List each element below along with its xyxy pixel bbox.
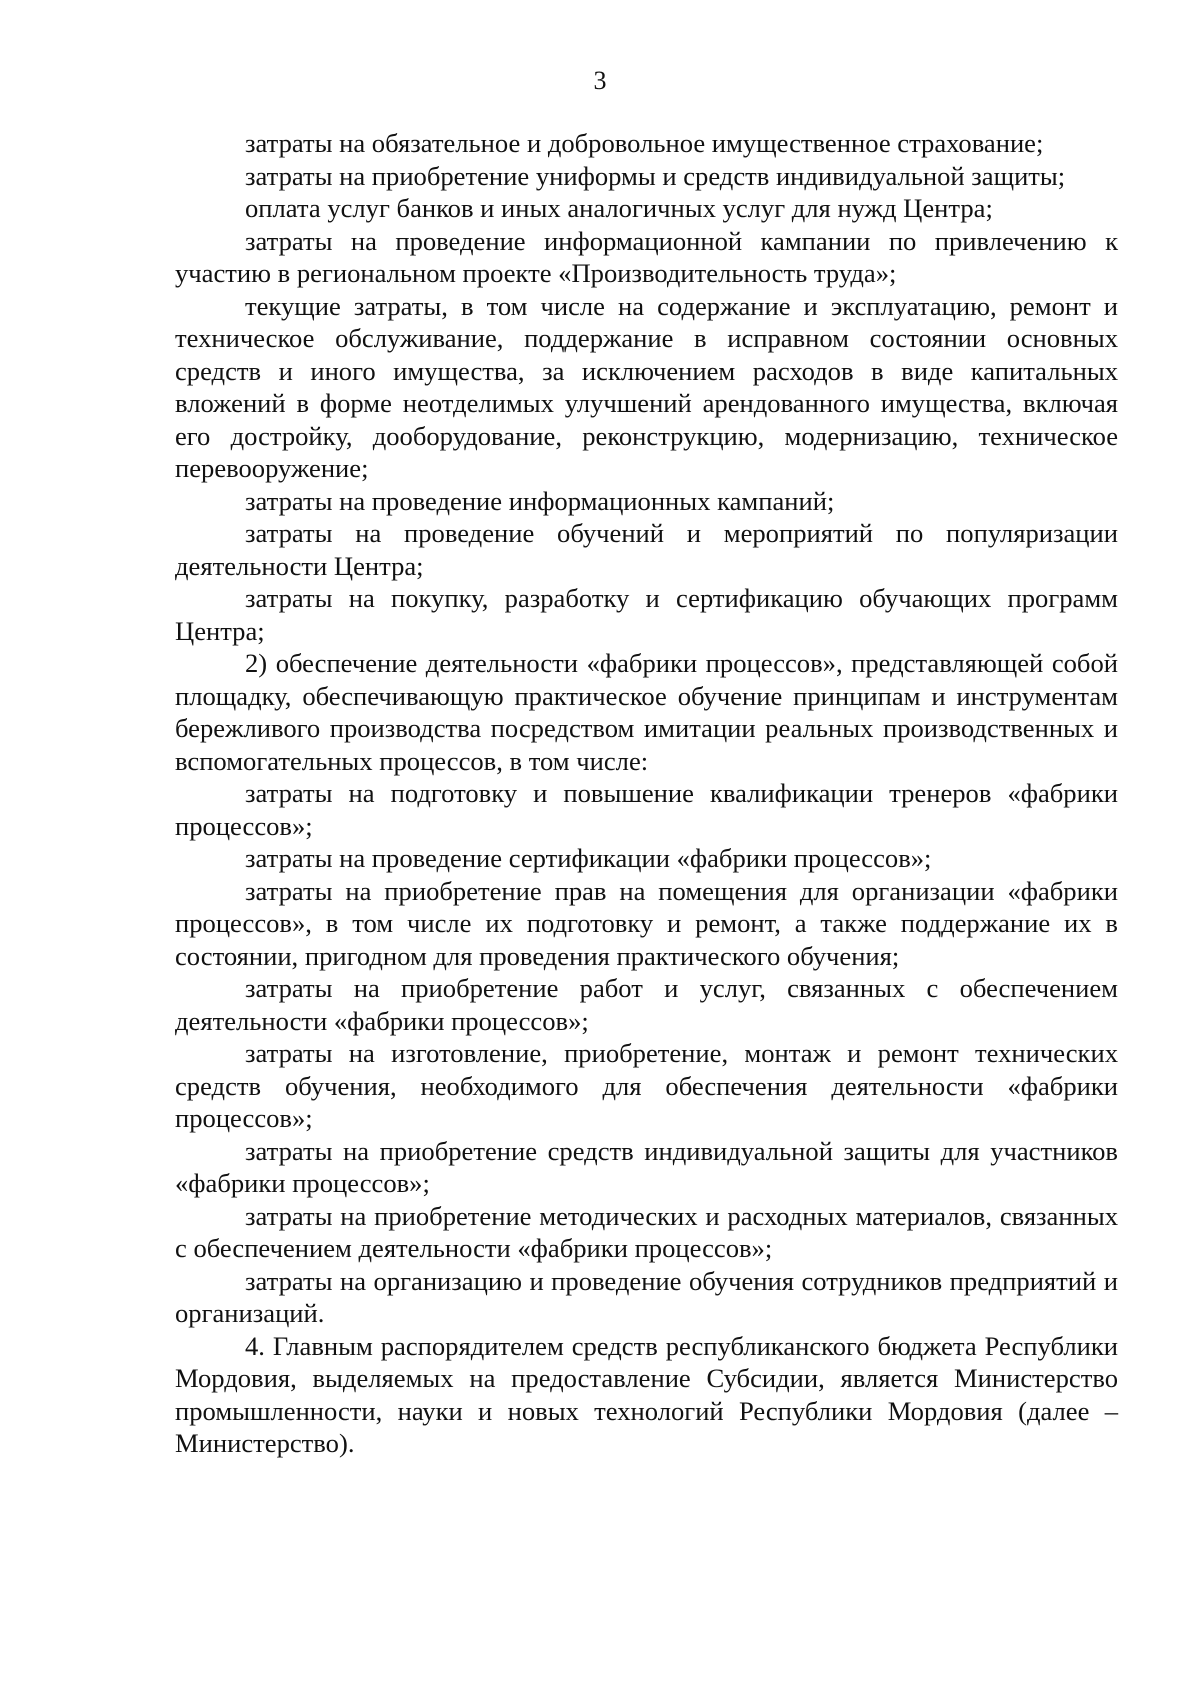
paragraph: затраты на обязательное и добровольное имущественное страхование; (245, 128, 1044, 158)
paragraph: текущие затраты, в том числе на содержание и эксплуатацию, ремонт и техническое обслуживание, поддержание в исправном состоянии основных средств и иного имущества, за исключением расходов в виде капитальных вложений в форме неотделимых улучшений арендованного имущества, включая его достройку, дооборудование, реконструкцию, модернизацию, техническое перевооружение; (175, 290, 1118, 483)
paragraph: 4. Главным распорядителем средств республиканского бюджета Республики Мордовия, выделяемых на предоставление Субсидии, является Министерство промышленности, науки и новых технологий Республики Мордовия (далее – Министерство). (175, 1330, 1118, 1458)
paragraph: затраты на приобретение методических и расходных материалов, связанных с обеспечением деятельности «фабрики процессов»; (175, 1200, 1118, 1263)
paragraph: затраты на изготовление, приобретение, монтаж и ремонт технических средств обучения, необходимого для обеспечения деятельности «фабрики процессов»; (175, 1038, 1118, 1133)
paragraph: затраты на приобретение средств индивидуальной защиты для участников «фабрики процессов»; (175, 1135, 1118, 1198)
paragraph: затраты на приобретение униформы и средств индивидуальной защиты; (245, 160, 1066, 191)
document-body (175, 127, 1118, 1460)
paragraph: оплата услуг банков и иных аналогичных услуг для нужд Центра; (245, 193, 993, 223)
page-number: 3 (593, 66, 607, 95)
paragraph: затраты на проведение информационных кампаний; (245, 485, 835, 516)
paragraph: затраты на проведение обучений и мероприятий по популяризации деятельности Центра; (175, 518, 1118, 581)
paragraph: затраты на подготовку и повышение квалификации тренеров «фабрики процессов»; (175, 778, 1118, 841)
paragraph: затраты на организацию и проведение обучения сотрудников предприятий и организаций. (175, 1265, 1118, 1328)
paragraph: затраты на покупку, разработку и сертификацию обучающих программ Центра; (175, 583, 1118, 646)
paragraph: 2) обеспечение деятельности «фабрики процессов», представляющей собой площадку, обеспечивающую практическое обучение принципам и инструментам бережливого производства посредством имитации реальных производственных и вспомогательных процессов, в том числе: (175, 648, 1118, 776)
paragraph: затраты на проведение сертификации «фабрики процессов»; (245, 843, 932, 873)
paragraph: затраты на приобретение работ и услуг, связанных с обеспечением деятельности «фабрики процессов»; (175, 973, 1118, 1036)
paragraph: затраты на проведение информационной кампании по привлечению к участию в региональном проекте «Производительность труда»; (175, 225, 1118, 288)
paragraph: затраты на приобретение прав на помещения для организации «фабрики процессов», в том числе их подготовку и ремонт, а также поддержание их в состоянии, пригодном для проведения практического обучения; (175, 875, 1118, 971)
